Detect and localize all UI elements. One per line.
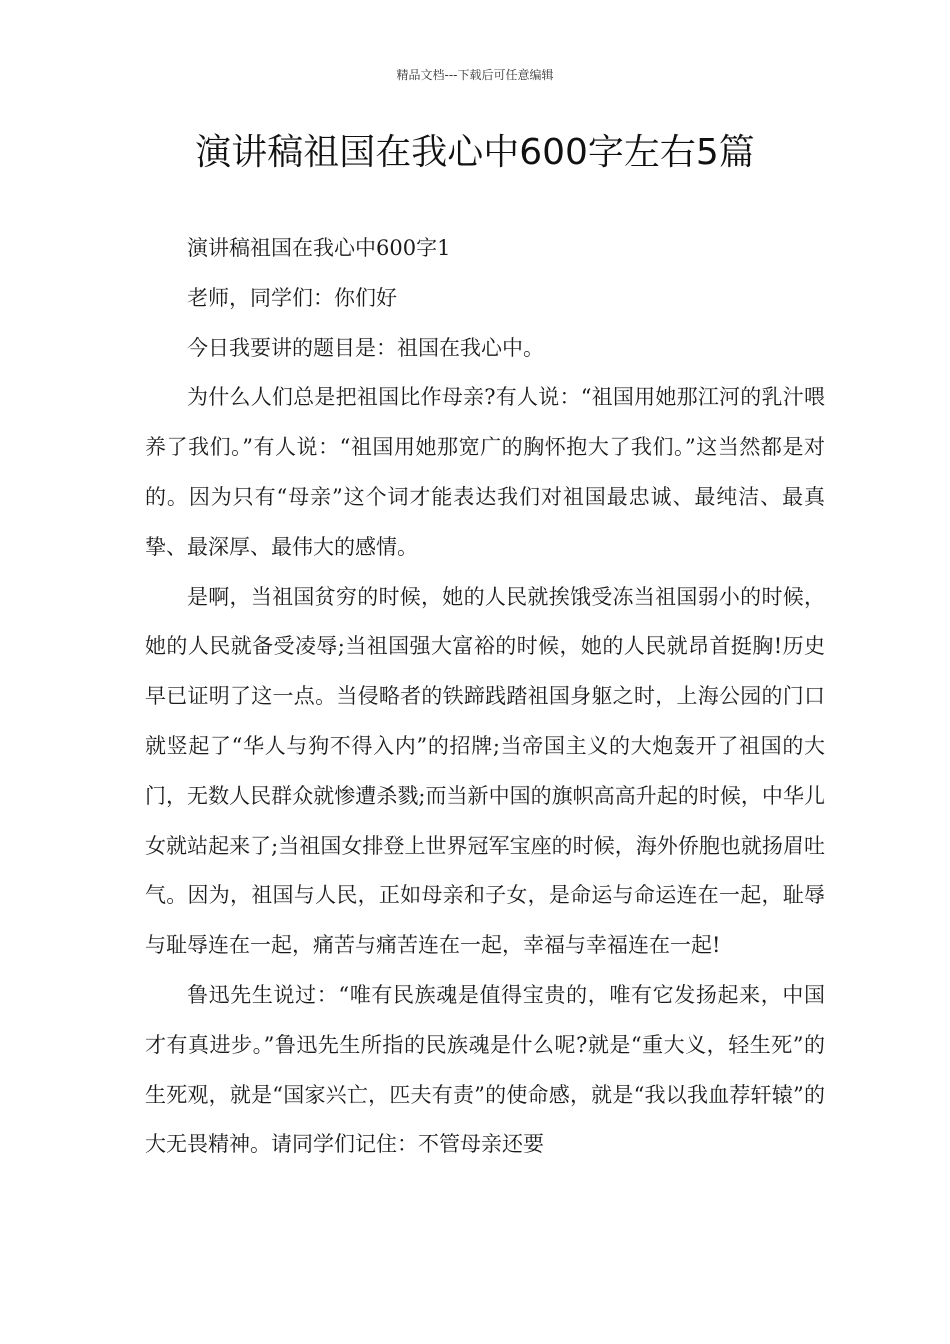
paragraph-greeting: 老师，同学们：你们好 (187, 285, 397, 310)
document-body (145, 224, 825, 1170)
paragraph-history: 是啊，当祖国贫穷的时候，她的人民就挨饿受冻当祖国弱小的时候，她的人民就备受凌辱;当祖国强大富裕的时候，她的人民就昂首挺胸!历史早已证明了这一点。当侵略者的铁蹄践踏祖国身躯之时，上海公园的门口就竖起了“华人与狗不得入内”的招牌;当帝国主义的大炮轰开了祖国的大门，无数人民群众就惨遭杀戮;而当新中国的旗帜高高升起的时候，中华儿女就站起来了;当祖国女排登上世界冠军宝座的时候，海外侨胞也就扬眉吐气。因为，祖国与人民，正如母亲和子女，是命运与命运连在一起，耻辱与耻辱连在一起，痛苦与痛苦连在一起，幸福与幸福连在一起! (145, 584, 825, 958)
header-note: 精品文档---下载后可任意编辑 (396, 68, 554, 82)
paragraph-lu-xun: 鲁迅先生说过：“唯有民族魂是值得宝贵的，唯有它发扬起来，中国才有真进步。”鲁迅先生所指的民族魂是什么呢?就是“重大义，轻生死”的生死观，就是“国家兴亡，匹夫有责”的使命感，就是“我以我血荐轩辕”的大无畏精神。请同学们记住：不管母亲还要 (145, 982, 825, 1157)
paragraph-mother-metaphor: 为什么人们总是把祖国比作母亲?有人说：“祖国用她那江河的乳汁喂养了我们。”有人说：“祖国用她那宽广的胸怀抱大了我们。”这当然都是对的。因为只有“母亲”这个词才能表达我们对祖国最忠诚、最纯洁、最真挚、最深厚、最伟大的感情。 (145, 385, 825, 559)
paragraph-subtitle: 演讲稿祖国在我心中600字1 (187, 236, 451, 260)
document-title: 演讲稿祖国在我心中600字左右5篇 (195, 132, 755, 173)
paragraph-topic: 今日我要讲的题目是：祖国在我心中。 (187, 335, 544, 360)
